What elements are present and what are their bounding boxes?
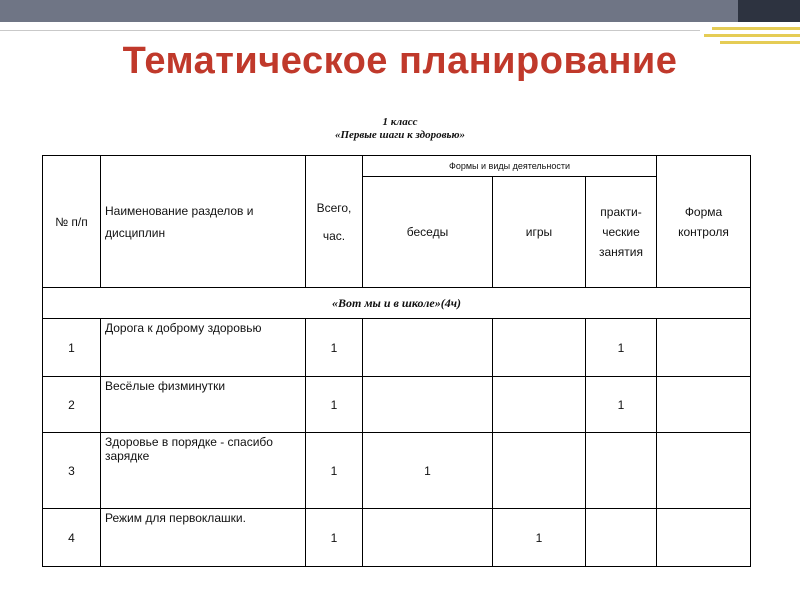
section-row xyxy=(43,288,751,319)
decor-line xyxy=(0,30,700,31)
header-name: Наименование разделов и дисциплин xyxy=(101,156,306,288)
row-practice: 1 xyxy=(586,319,657,377)
row-control xyxy=(657,509,751,567)
row-total: 1 xyxy=(306,319,363,377)
row-num: 2 xyxy=(43,377,101,433)
header-practice: практи-ческие занятия xyxy=(586,177,657,288)
header-row xyxy=(43,156,751,177)
header-forms: Формы и виды деятельности xyxy=(363,156,657,177)
section-title: «Вот мы и в школе»(4ч) xyxy=(43,288,751,319)
row-name: Дорога к доброму здоровью xyxy=(101,319,306,377)
row-talks xyxy=(363,319,493,377)
table-row xyxy=(43,377,751,433)
row-practice xyxy=(586,433,657,509)
header-num: № п/п xyxy=(43,156,101,288)
plan-table xyxy=(42,155,751,567)
row-num: 1 xyxy=(43,319,101,377)
row-games: 1 xyxy=(493,509,586,567)
row-control xyxy=(657,319,751,377)
row-talks: 1 xyxy=(363,433,493,509)
row-practice: 1 xyxy=(586,377,657,433)
row-name: Весёлые физминутки xyxy=(101,377,306,433)
decor-stripe xyxy=(712,27,800,30)
header-total: Всего, час. xyxy=(306,156,363,288)
course-name: «Первые шаги к здоровью» xyxy=(334,129,466,141)
row-control xyxy=(657,377,751,433)
header-games: игры xyxy=(493,177,586,288)
table-row xyxy=(43,319,751,377)
table-row xyxy=(43,509,751,567)
row-total: 1 xyxy=(306,509,363,567)
top-band xyxy=(0,0,800,22)
row-num: 4 xyxy=(43,509,101,567)
row-games xyxy=(493,319,586,377)
slide-title: Тематическое планирование xyxy=(122,40,678,82)
table-row xyxy=(43,433,751,509)
row-games xyxy=(493,433,586,509)
top-band-accent xyxy=(738,0,800,22)
row-talks xyxy=(363,377,493,433)
row-practice xyxy=(586,509,657,567)
row-talks xyxy=(363,509,493,567)
row-name: Здоровье в порядке - спасибо зарядке xyxy=(101,433,306,509)
class-label: 1 класс xyxy=(382,116,418,128)
row-control xyxy=(657,433,751,509)
row-total: 1 xyxy=(306,433,363,509)
row-num: 3 xyxy=(43,433,101,509)
header-control: Форма контроля xyxy=(657,156,751,288)
row-total: 1 xyxy=(306,377,363,433)
row-name: Режим для первоклашки. xyxy=(101,509,306,567)
row-games xyxy=(493,377,586,433)
header-talks: беседы xyxy=(363,177,493,288)
decor-stripe xyxy=(704,34,800,37)
